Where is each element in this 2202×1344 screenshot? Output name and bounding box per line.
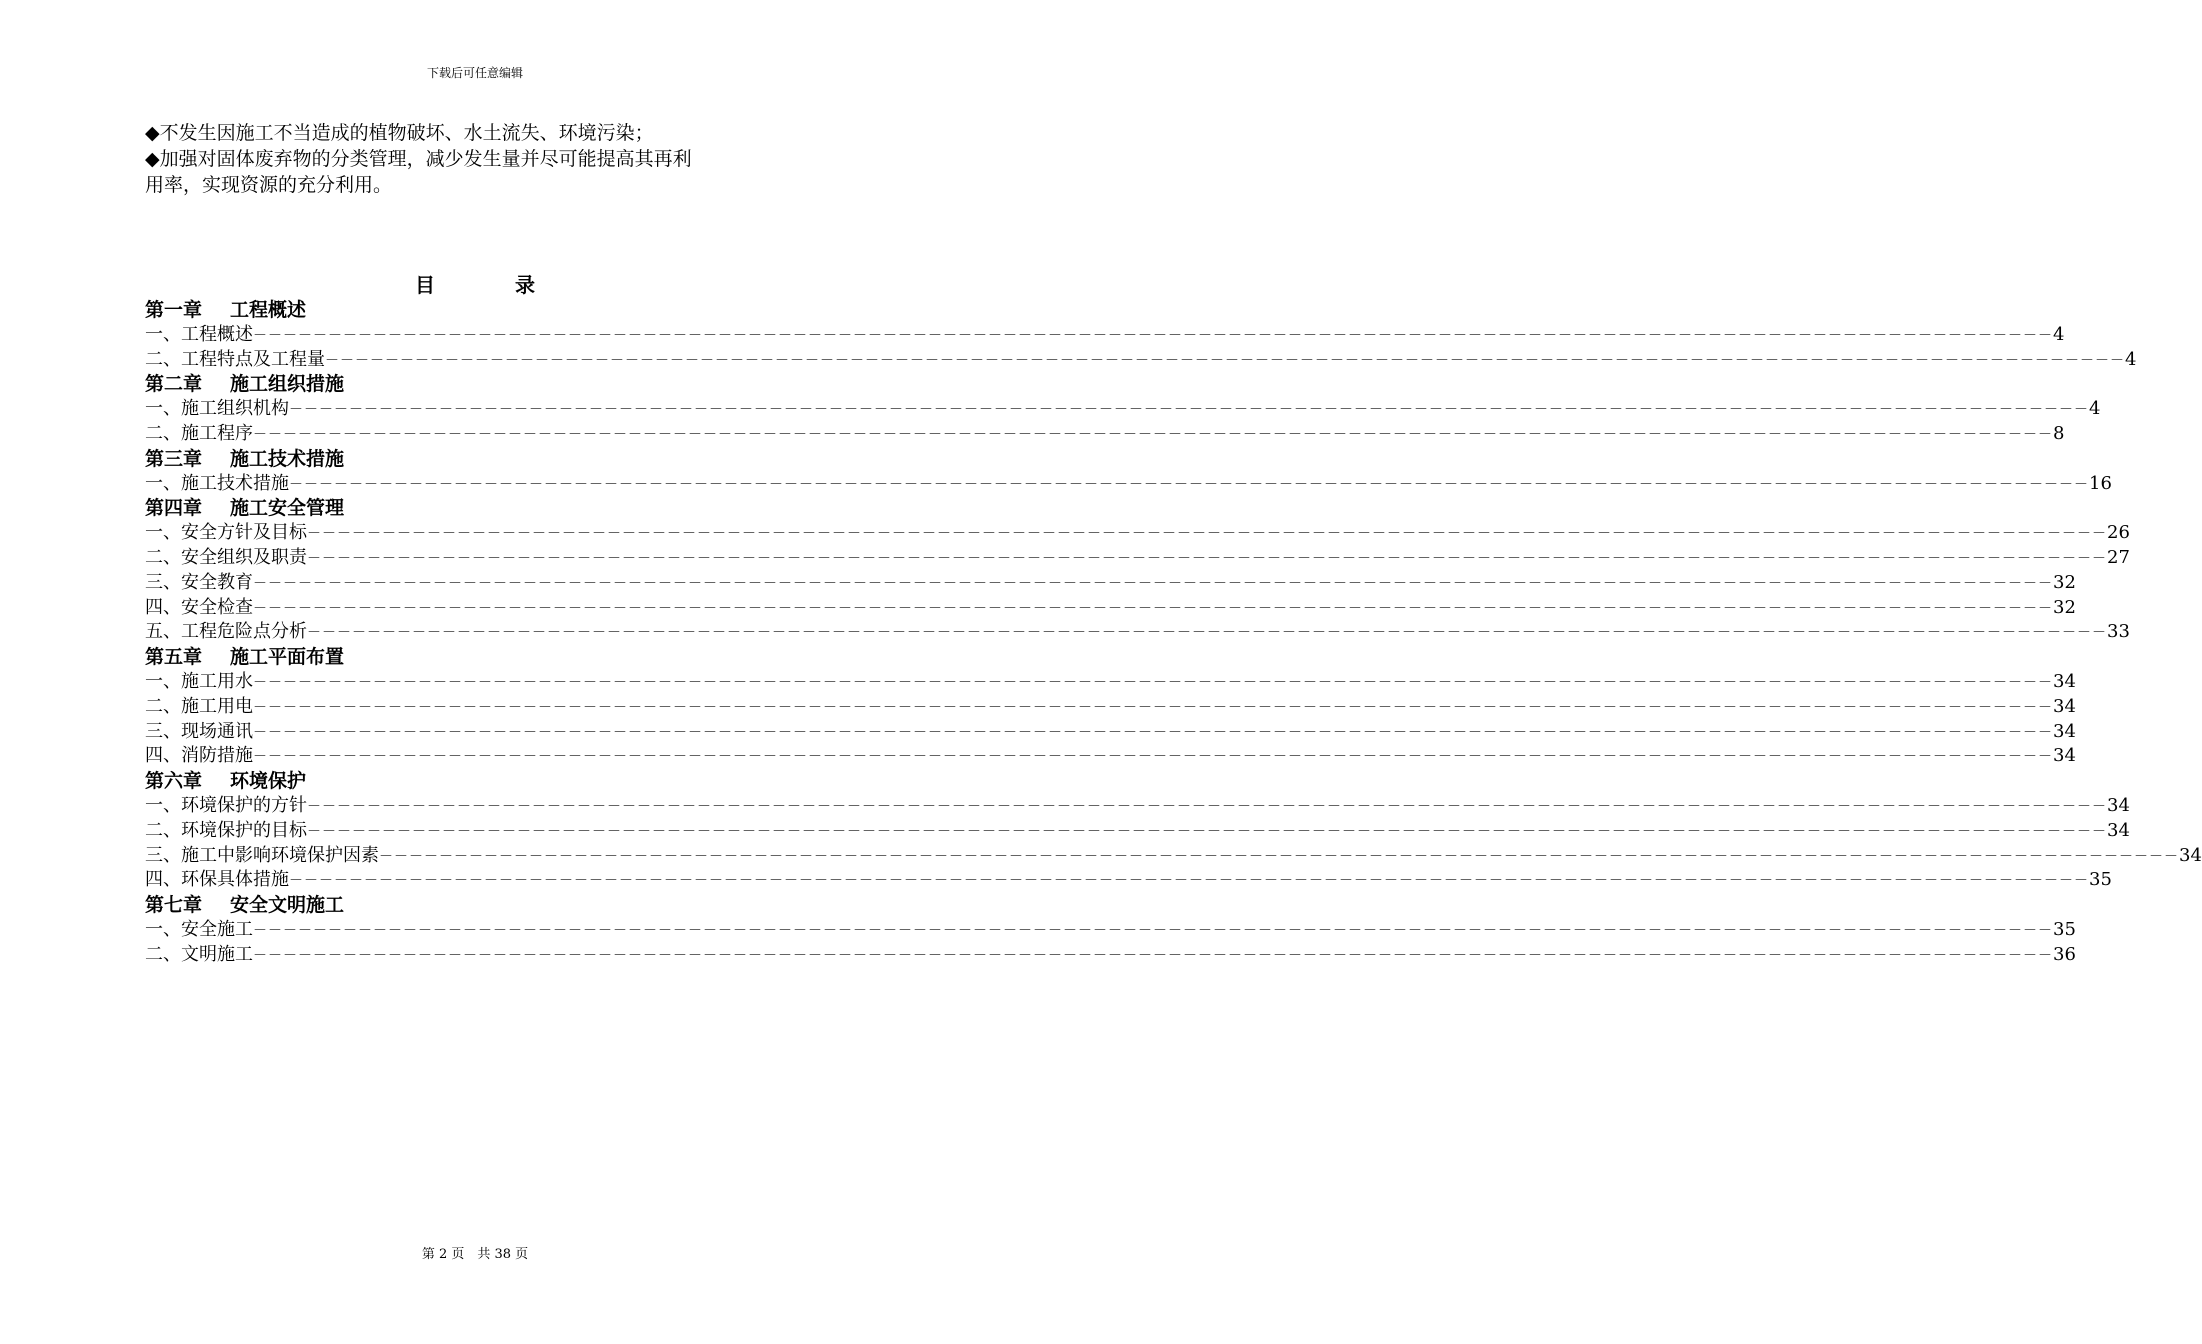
toc-entry[interactable]	[145, 943, 2076, 968]
dot-leader: －－－－－－－－－－－－－－－－－－－－－－－－－－－－－－－－－－－－－－－－－－－－－－－－－－－－－－－－－－－－－－－－－－－－－－－－－－－－－－－－－－－－－－－－－－－－－－－－－－－－－－－－－－－－－－－－－－－－－－－－	[253, 724, 2053, 741]
toc-page-number: 8	[2053, 422, 2065, 444]
toc-entry-label: 三、现场通讯	[145, 720, 253, 742]
chapter-number: 第五章	[145, 646, 203, 669]
toc-page-number: 34	[2107, 794, 2130, 816]
toc-entry[interactable]	[145, 744, 2076, 769]
toc-page-number: 34	[2179, 844, 2202, 866]
toc-entry-label: 二、工程特点及工程量	[145, 348, 325, 370]
dot-leader: －－－－－－－－－－－－－－－－－－－－－－－－－－－－－－－－－－－－－－－－－－－－－－－－－－－－－－－－－－－－－－－－－－－－－－－－－－－－－－－－－－－－－－－－－－－－－－－－－－－－－－－－－－－－－－－－－－－－－－－－	[307, 550, 2107, 567]
toc-entry[interactable]	[145, 695, 2076, 720]
toc-chapter-heading	[145, 372, 805, 397]
bullet-line: ◆加强对固体废弃物的分类管理，减少发生量并尽可能提高其再利	[145, 148, 692, 170]
toc-page-number: 34	[2053, 720, 2076, 742]
dot-leader: －－－－－－－－－－－－－－－－－－－－－－－－－－－－－－－－－－－－－－－－－－－－－－－－－－－－－－－－－－－－－－－－－－－－－－－－－－－－－－－－－－－－－－－－－－－－－－－－－－－－－－－－－－－－－－－－－－－－－－－－	[307, 625, 2107, 642]
dot-leader: －－－－－－－－－－－－－－－－－－－－－－－－－－－－－－－－－－－－－－－－－－－－－－－－－－－－－－－－－－－－－－－－－－－－－－－－－－－－－－－－－－－－－－－－－－－－－－－－－－－－－－－－－－－－－－－－－－－－－－－－	[253, 699, 2053, 716]
chapter-number: 第六章	[145, 770, 203, 793]
toc-entry-label: 一、施工组织机构	[145, 398, 289, 420]
chapter-number: 第二章	[145, 373, 203, 396]
toc-title-right: 录	[515, 273, 535, 297]
dot-leader: －－－－－－－－－－－－－－－－－－－－－－－－－－－－－－－－－－－－－－－－－－－－－－－－－－－－－－－－－－－－－－－－－－－－－－－－－－－－－－－－－－－－－－－－－－－－－－－－－－－－－－－－－－－－－－－－－－－－－－－－	[253, 575, 2053, 592]
toc-page-number: 27	[2107, 546, 2130, 568]
toc-entry[interactable]	[145, 521, 2130, 546]
chapter-number: 第四章	[145, 497, 203, 520]
toc-title-left: 目	[415, 273, 435, 297]
dot-leader: －－－－－－－－－－－－－－－－－－－－－－－－－－－－－－－－－－－－－－－－－－－－－－－－－－－－－－－－－－－－－－－－－－－－－－－－－－－－－－－－－－－－－－－－－－－－－－－－－－－－－－－－－－－－－－－－－－－－－－－－	[253, 600, 2053, 617]
toc-entry[interactable]	[145, 620, 2130, 645]
chapter-number: 第三章	[145, 447, 203, 470]
toc-chapter-heading	[145, 447, 805, 472]
toc-page-number: 35	[2053, 918, 2076, 940]
chapter-number: 第七章	[145, 894, 203, 917]
dot-leader: －－－－－－－－－－－－－－－－－－－－－－－－－－－－－－－－－－－－－－－－－－－－－－－－－－－－－－－－－－－－－－－－－－－－－－－－－－－－－－－－－－－－－－－－－－－－－－－－－－－－－－－－－－－－－－－－－－－－－－－－	[253, 674, 2053, 691]
body-text	[145, 120, 805, 198]
page-footer: 第 2 页 共 38 页	[421, 1247, 529, 1262]
toc-page-number: 4	[2089, 398, 2101, 420]
toc-page-number: 36	[2053, 943, 2076, 965]
chapter-title: 施工组织措施	[230, 373, 345, 396]
dot-leader: －－－－－－－－－－－－－－－－－－－－－－－－－－－－－－－－－－－－－－－－－－－－－－－－－－－－－－－－－－－－－－－－－－－－－－－－－－－－－－－－－－－－－－－－－－－－－－－－－－－－－－－－－－－－－－－－－－－－－－－－	[307, 798, 2107, 815]
dot-leader: －－－－－－－－－－－－－－－－－－－－－－－－－－－－－－－－－－－－－－－－－－－－－－－－－－－－－－－－－－－－－－－－－－－－－－－－－－－－－－－－－－－－－－－－－－－－－－－－－－－－－－－－－－－－－－－－－－－－－－－－	[325, 352, 2125, 369]
toc-entry[interactable]	[145, 670, 2076, 695]
toc-entry[interactable]	[145, 323, 2065, 348]
toc-entry[interactable]	[145, 794, 2130, 819]
toc-page-number: 32	[2053, 571, 2076, 593]
toc-entry-label: 四、环保具体措施	[145, 869, 289, 891]
dot-leader: －－－－－－－－－－－－－－－－－－－－－－－－－－－－－－－－－－－－－－－－－－－－－－－－－－－－－－－－－－－－－－－－－－－－－－－－－－－－－－－－－－－－－－－－－－－－－－－－－－－－－－－－－－－－－－－－－－－－－－－－	[289, 402, 2089, 419]
toc-entry[interactable]	[145, 720, 2076, 745]
toc-entry-label: 五、工程危险点分析	[145, 621, 307, 643]
toc-entry[interactable]	[145, 918, 2076, 943]
toc-entry-label: 一、安全方针及目标	[145, 522, 307, 544]
toc-chapter-heading	[145, 496, 805, 521]
toc-page-number: 26	[2107, 522, 2130, 544]
toc-entry[interactable]	[145, 348, 2137, 373]
toc-entry[interactable]	[145, 844, 2202, 869]
toc-page-number: 34	[2053, 745, 2076, 767]
toc-page-number: 4	[2053, 323, 2065, 345]
bullet-line: 用率，实现资源的充分利用。	[145, 174, 393, 196]
toc-entry[interactable]	[145, 571, 2076, 596]
toc-chapter-heading	[145, 298, 805, 323]
toc-page-number: 34	[2107, 819, 2130, 841]
toc-page-number: 34	[2053, 670, 2076, 692]
dot-leader: －－－－－－－－－－－－－－－－－－－－－－－－－－－－－－－－－－－－－－－－－－－－－－－－－－－－－－－－－－－－－－－－－－－－－－－－－－－－－－－－－－－－－－－－－－－－－－－－－－－－－－－－－－－－－－－－－－－－－－－－	[253, 426, 2053, 443]
toc-entry[interactable]	[145, 422, 2065, 447]
toc-entry[interactable]	[145, 546, 2130, 571]
dot-leader: －－－－－－－－－－－－－－－－－－－－－－－－－－－－－－－－－－－－－－－－－－－－－－－－－－－－－－－－－－－－－－－－－－－－－－－－－－－－－－－－－－－－－－－－－－－－－－－－－－－－－－－－－－－－－－－－－－－－－－－－	[289, 873, 2089, 890]
chapter-title: 工程概述	[230, 299, 307, 321]
toc-entry[interactable]	[145, 397, 2101, 422]
toc-page-number: 34	[2053, 695, 2076, 717]
toc-chapter-heading	[145, 769, 805, 794]
toc-entry-label: 三、安全教育	[145, 571, 253, 593]
dot-leader: －－－－－－－－－－－－－－－－－－－－－－－－－－－－－－－－－－－－－－－－－－－－－－－－－－－－－－－－－－－－－－－－－－－－－－－－－－－－－－－－－－－－－－－－－－－－－－－－－－－－－－－－－－－－－－－－－－－－－－－－	[253, 922, 2053, 939]
toc-entry-label: 一、施工用水	[145, 670, 253, 692]
toc-entry-label: 二、施工用电	[145, 695, 253, 717]
dot-leader: －－－－－－－－－－－－－－－－－－－－－－－－－－－－－－－－－－－－－－－－－－－－－－－－－－－－－－－－－－－－－－－－－－－－－－－－－－－－－－－－－－－－－－－－－－－－－－－－－－－－－－－－－－－－－－－－－－－－－－－－	[307, 823, 2107, 840]
toc-entry-label: 二、文明施工	[145, 943, 253, 965]
page-header: 下载后可任意编辑	[426, 66, 523, 80]
chapter-title: 施工技术措施	[230, 447, 345, 470]
toc-entry[interactable]	[145, 472, 2112, 497]
table-of-contents	[145, 298, 2202, 968]
toc-entry-label: 二、安全组织及职责	[145, 546, 307, 568]
toc-entry[interactable]	[145, 819, 2130, 844]
toc-entry-label: 二、施工程序	[145, 422, 253, 444]
toc-entry-label: 四、安全检查	[145, 596, 253, 618]
toc-chapter-heading	[145, 893, 805, 918]
dot-leader: －－－－－－－－－－－－－－－－－－－－－－－－－－－－－－－－－－－－－－－－－－－－－－－－－－－－－－－－－－－－－－－－－－－－－－－－－－－－－－－－－－－－－－－－－－－－－－－－－－－－－－－－－－－－－－－－－－－－－－－－	[253, 327, 2053, 344]
toc-entry-label: 一、环境保护的方针	[145, 794, 307, 816]
chapter-title: 施工安全管理	[230, 497, 345, 520]
toc-entry-label: 一、施工技术措施	[145, 472, 289, 494]
toc-page-number: 32	[2053, 596, 2076, 618]
toc-entry[interactable]	[145, 868, 2112, 893]
toc-entry-label: 二、环境保护的目标	[145, 819, 307, 841]
dot-leader: －－－－－－－－－－－－－－－－－－－－－－－－－－－－－－－－－－－－－－－－－－－－－－－－－－－－－－－－－－－－－－－－－－－－－－－－－－－－－－－－－－－－－－－－－－－－－－－－－－－－－－－－－－－－－－－－－－－－－－－－	[253, 947, 2053, 964]
toc-chapter-heading	[145, 645, 805, 670]
bullet-line: ◆不发生因施工不当造成的植物破坏、水土流失、环境污染；	[145, 122, 654, 144]
dot-leader: －－－－－－－－－－－－－－－－－－－－－－－－－－－－－－－－－－－－－－－－－－－－－－－－－－－－－－－－－－－－－－－－－－－－－－－－－－－－－－－－－－－－－－－－－－－－－－－－－－－－－－－－－－－－－－－－－－－－－－－－	[307, 526, 2107, 543]
toc-entry-label: 一、安全施工	[145, 918, 253, 940]
toc-entry-label: 一、工程概述	[145, 323, 253, 345]
toc-page-number: 4	[2125, 348, 2137, 370]
toc-page-number: 35	[2089, 869, 2112, 891]
toc-entry-label: 三、施工中影响环境保护因素	[145, 844, 379, 866]
chapter-number: 第一章	[145, 299, 203, 321]
toc-page-number: 33	[2107, 621, 2130, 643]
chapter-title: 施工平面布置	[230, 646, 345, 669]
toc-page-number: 16	[2089, 472, 2112, 494]
toc-title	[0, 271, 950, 299]
dot-leader: －－－－－－－－－－－－－－－－－－－－－－－－－－－－－－－－－－－－－－－－－－－－－－－－－－－－－－－－－－－－－－－－－－－－－－－－－－－－－－－－－－－－－－－－－－－－－－－－－－－－－－－－－－－－－－－－－－－－－－－－	[379, 848, 2179, 865]
toc-entry-label: 四、消防措施	[145, 745, 253, 767]
dot-leader: －－－－－－－－－－－－－－－－－－－－－－－－－－－－－－－－－－－－－－－－－－－－－－－－－－－－－－－－－－－－－－－－－－－－－－－－－－－－－－－－－－－－－－－－－－－－－－－－－－－－－－－－－－－－－－－－－－－－－－－－	[289, 476, 2089, 493]
toc-entry[interactable]	[145, 596, 2076, 621]
chapter-title: 环境保护	[230, 770, 307, 793]
dot-leader: －－－－－－－－－－－－－－－－－－－－－－－－－－－－－－－－－－－－－－－－－－－－－－－－－－－－－－－－－－－－－－－－－－－－－－－－－－－－－－－－－－－－－－－－－－－－－－－－－－－－－－－－－－－－－－－－－－－－－－－－	[253, 749, 2053, 766]
chapter-title: 安全文明施工	[230, 894, 345, 917]
